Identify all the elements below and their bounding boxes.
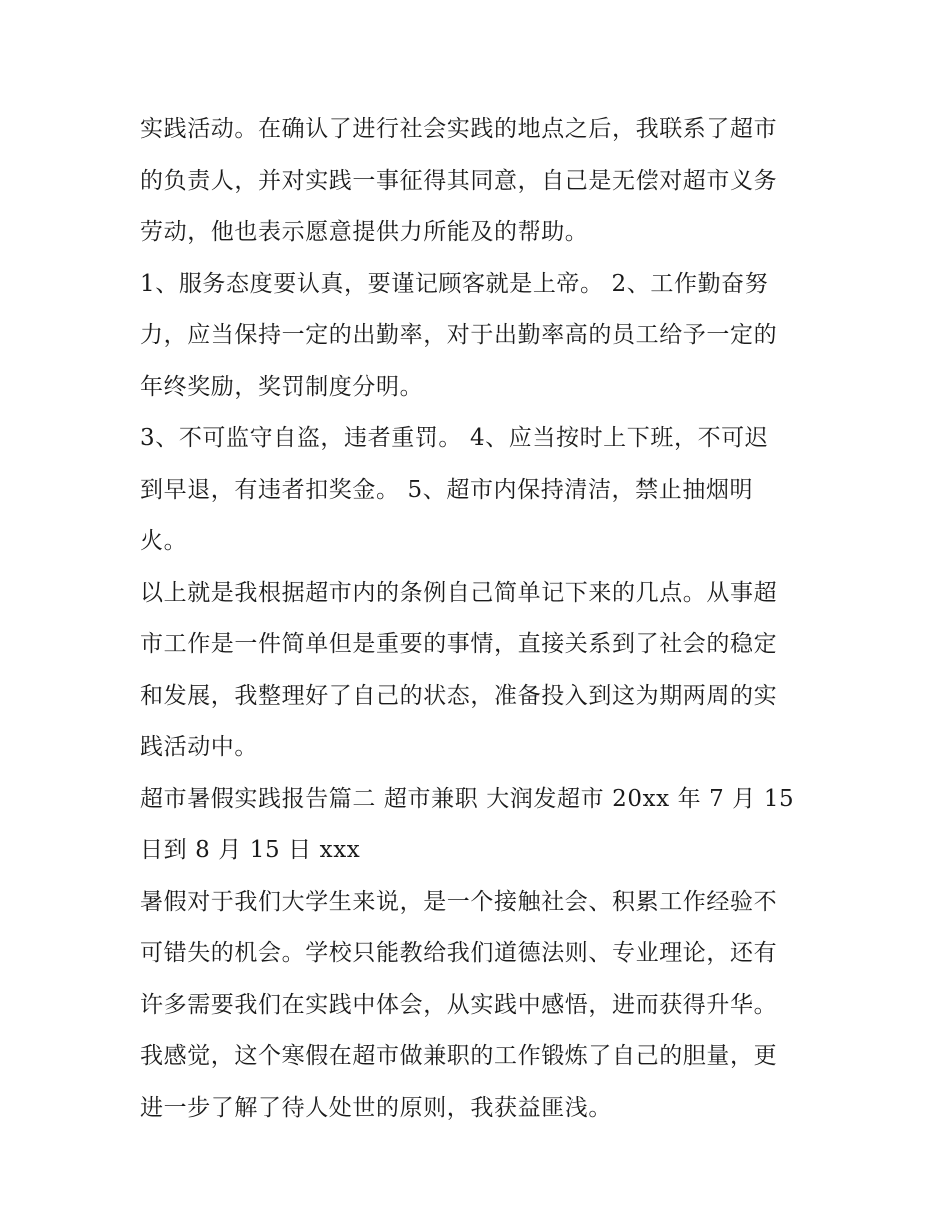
text-line: 和发展，我整理好了自己的状态，准备投入到这为期两周的实 [140, 682, 778, 709]
text-line: 践活动中。 [140, 734, 258, 760]
text-line: 3、不可监守自盗，违者重罚。 4、应当按时上下班，不可迟 [140, 425, 769, 451]
text-line: 暑假对于我们大学生来说，是一个接触社会、积累工作经验不 [140, 888, 778, 915]
text-line: 超市暑假实践报告篇二 超市兼职 大润发超市 20xx 年 7 月 15 [140, 785, 795, 812]
text-line: 1、服务态度要认真，要谨记顾客就是上帝。 2、工作勤奋努 [140, 270, 769, 297]
text-line: 可错失的机会。学校只能教给我们道德法则、专业理论，还有 [140, 940, 778, 966]
text-line: 市工作是一件简单但是重要的事情，直接关系到了社会的稳定 [140, 631, 778, 657]
text-line: 日到 8 月 15 日 xxx [140, 837, 361, 863]
text-line: 年终奖励，奖罚制度分明。 [140, 373, 424, 400]
paragraph-practice-activity [140, 104, 830, 259]
text-line: 以上就是我根据超市内的条例自己简单记下来的几点。从事超 [140, 579, 778, 606]
section-heading-report-two [140, 774, 830, 877]
paragraph-rules-1-2 [140, 259, 830, 414]
paragraph-summary [140, 568, 830, 774]
text-line: 到早退，有违者扣奖金。 5、超市内保持清洁，禁止抽烟明 [140, 476, 754, 503]
paragraph-summer-experience [140, 877, 830, 1135]
text-line: 实践活动。在确认了进行社会实践的地点之后，我联系了超市 [140, 116, 778, 142]
text-line: 火。 [140, 528, 188, 554]
text-line: 力，应当保持一定的出勤率，对于出勤率高的员工给予一定的 [140, 322, 778, 348]
text-line: 的负责人，并对实践一事征得其同意，自己是无偿对超市义务 [140, 167, 778, 194]
text-line: 劳动，他也表示愿意提供力所能及的帮助。 [140, 219, 589, 245]
text-line: 进一步了解了待人处世的原则，我获益匪浅。 [140, 1094, 612, 1121]
text-line: 我感觉，这个寒假在超市做兼职的工作锻炼了自己的胆量，更 [140, 1043, 778, 1069]
paragraph-rules-3-5 [140, 413, 830, 568]
text-line: 许多需要我们在实践中体会，从实践中感悟，进而获得升华。 [140, 991, 778, 1018]
document-body [140, 104, 830, 1134]
